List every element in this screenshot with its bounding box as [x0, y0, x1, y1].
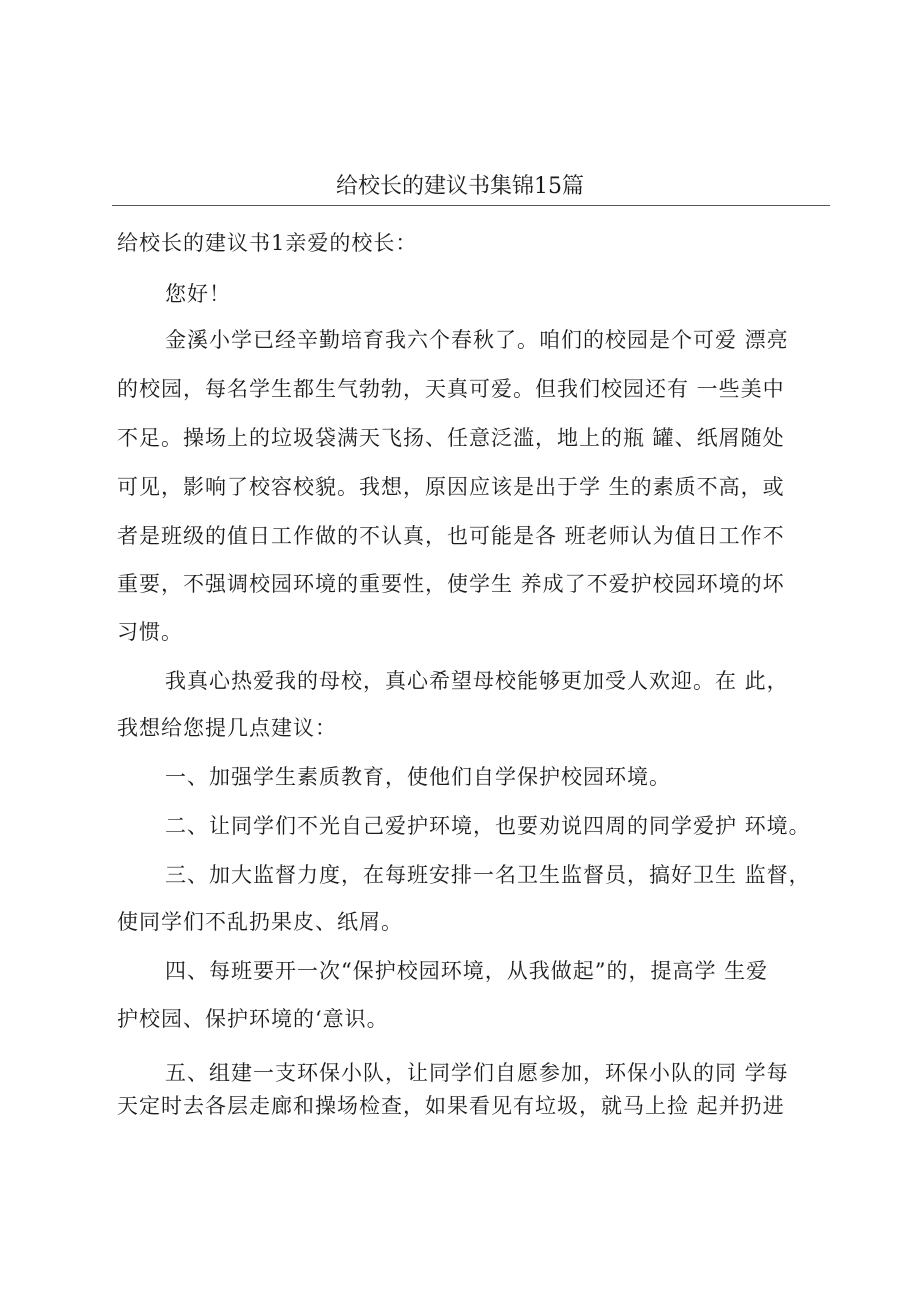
suggestion-4-line-2: 护校园、保护环境的‘意识。 [117, 1007, 389, 1031]
paragraph-2-line-1: 我真心热爱我的母校，真心希望母校能够更加受人欢迎。在 此， [165, 669, 789, 693]
paragraph-2-line-2: 我想给您提几点建议： [117, 716, 337, 740]
paragraph-1-line-2: 的校园，每名学生都生气勃勃，天真可爱。但我们校园还有 一些美中 [117, 377, 785, 401]
suggestion-3-line-1: 三、加大监督力度，在每班安排一名卫生监督员，搞好卫生 监督， [165, 863, 811, 887]
suggestion-3-line-2: 使同学们不乱扔果皮、纸屑。 [117, 910, 403, 934]
paragraph-1-line-5: 者是班级的值日工作做的不认真，也可能是各 班老师认为值日工作不 [117, 524, 785, 548]
suggestion-2: 二、让同学们不光自己爱护环境，也要劝说四周的同学爱护 环境。 [165, 814, 811, 838]
paragraph-1-line-6: 重要，不强调校园环境的重要性，使学生 养成了不爱护校园环境的坏 [117, 572, 785, 596]
suggestion-5-line-1: 五、组建一支环保小队，让同学们自愿参加，环保小队的同 学每 [165, 1061, 789, 1085]
paragraph-1-line-4: 可见，影响了校容校貌。我想，原因应该是出于学 生的素质不高，或 [117, 475, 785, 499]
salutation: 您好！ [165, 282, 231, 306]
paragraph-1-line-3: 不足。操场上的垃圾袋满天飞扬、任意泛滥，地上的瓶 罐、纸屑随处 [117, 426, 785, 450]
paragraph-1-line-7: 习惯。 [117, 620, 183, 644]
suggestion-5-line-2: 天定时去各层走廊和操场检查，如果看见有垃圾，就马上捡 起并扔进 [117, 1094, 785, 1118]
paragraph-1-line-1: 金溪小学已经辛勤培育我六个春秋了。咱们的校园是个可爱 漂亮 [165, 328, 789, 352]
greeting-line: 给校长的建议书1亲爱的校长： [117, 231, 418, 255]
title-underline [112, 205, 830, 206]
suggestion-4-line-1: 四、每班要开一次“保护校园环境，从我做起”的，提高学 生爱 [165, 959, 769, 983]
suggestion-1: 一、加强学生素质教育，使他们自学保护校园环境。 [165, 765, 671, 789]
document-title: 给校长的建议书集锦15篇 [336, 174, 584, 199]
